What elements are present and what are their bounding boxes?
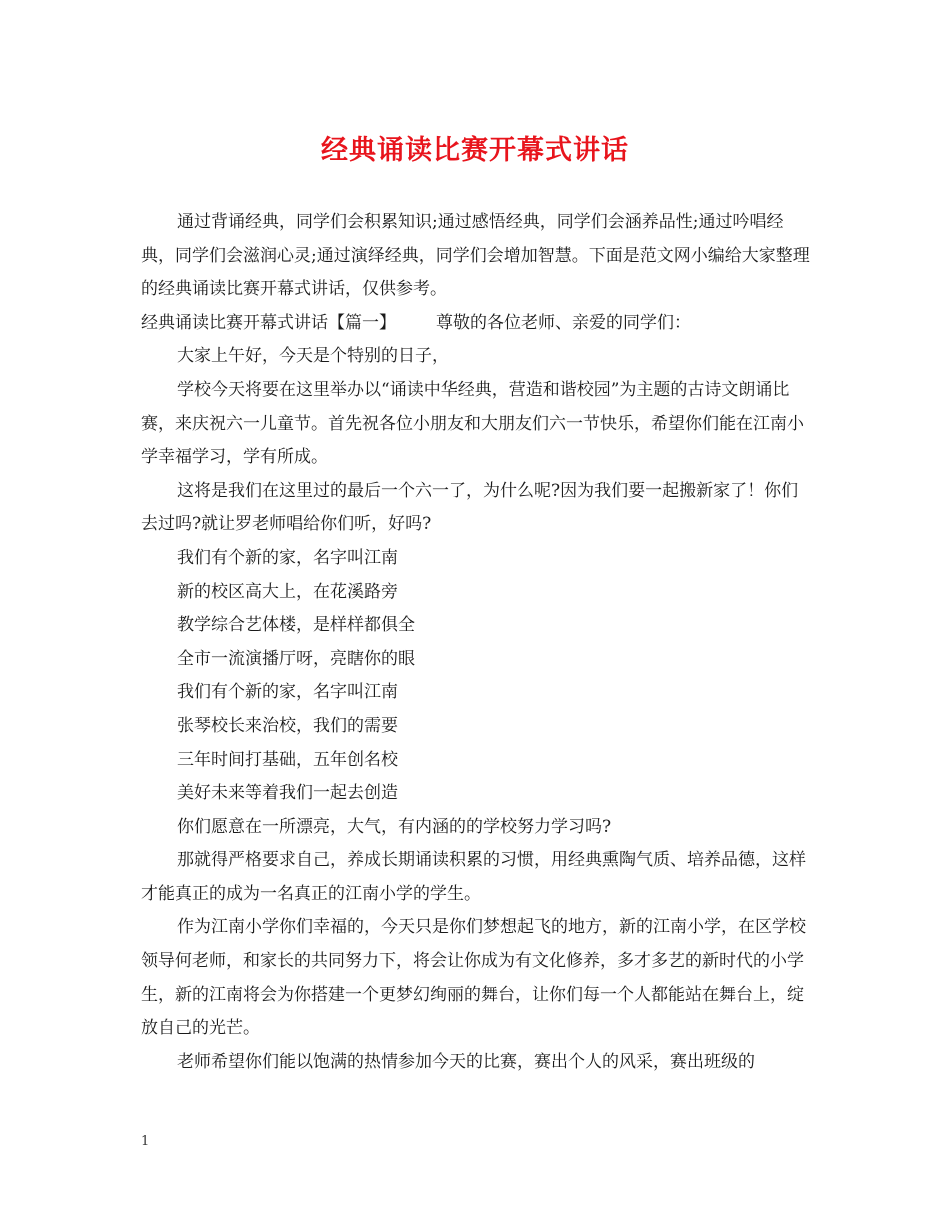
- song-line: 美好未来等着我们一起去创造: [177, 783, 398, 804]
- paragraph: 那就得严格要求自己，养成长期诵读积累的习惯，用经典熏陶气质、培养品德，这样才能真正的成为一名真正的江南小学的学生。: [141, 850, 806, 904]
- song-line: 新的校区高大上，在花溪路旁: [177, 581, 398, 602]
- song-line: 全市一流演播厅呀，亮瞎你的眼: [177, 648, 415, 669]
- paragraph: 作为江南小学你们幸福的，今天只是你们梦想起飞的地方，新的江南小学，在区学校领导何老师，和家长的共同努力下，将会让你成为有文化修养，多才多艺的新时代的小学生，新的江南将会为你搭建一个更梦幻绚丽的舞台，让你们每一个人都能站在舞台上，绽放自己的光芒。: [141, 917, 806, 1039]
- paragraph: 老师希望你们能以饱满的热情参加今天的比赛，赛出个人的风采，赛出班级的: [177, 1051, 755, 1072]
- song-line: 我们有个新的家，名字叫江南: [177, 547, 398, 568]
- document-title: 经典诵读比赛开幕式讲话: [321, 135, 629, 166]
- song-line: 张琴校长来治校，我们的需要: [177, 715, 398, 736]
- song-line: 三年时间打基础，五年创名校: [177, 749, 398, 770]
- salutation: 尊敬的各位老师、亲爱的同学们：: [436, 312, 691, 333]
- section-heading: 经典诵读比赛开幕式讲话【篇一】: [141, 312, 396, 333]
- paragraph: 你们愿意在一所漂亮，大气，有内涵的的学校努力学习吗?: [177, 816, 612, 837]
- page-number: 1: [141, 1134, 150, 1149]
- section-heading-line: [141, 307, 811, 341]
- song-line: 教学综合艺体楼，是样样都俱全: [177, 615, 415, 636]
- paragraph: 学校今天将要在这里举办以“诵读中华经典，营造和谐校园”为主题的古诗文朗诵比赛，来庆祝六一儿童节。首先祝各位小朋友和大朋友们六一节快乐，希望你们能在江南小学幸福学习，学有所成。: [141, 379, 804, 468]
- document-body: [141, 206, 811, 1079]
- song-line: 我们有个新的家，名字叫江南: [177, 682, 398, 703]
- paragraph: 大家上午好，今天是个特别的日子，: [177, 346, 449, 367]
- paragraph: 这将是我们在这里过的最后一个六一了，为什么呢?因为我们要一起搬新家了！你们去过吗?就让罗老师唱给你们听，好吗?: [141, 480, 799, 535]
- paragraph-intro: 通过背诵经典，同学们会积累知识;通过感悟经典，同学们会涵养品性;通过吟唱经典，同学们会滋润心灵;通过演绎经典，同学们会增加智慧。下面是范文网小编给大家整理的经典诵读比赛开幕式讲话，仅供参考。: [141, 212, 810, 300]
